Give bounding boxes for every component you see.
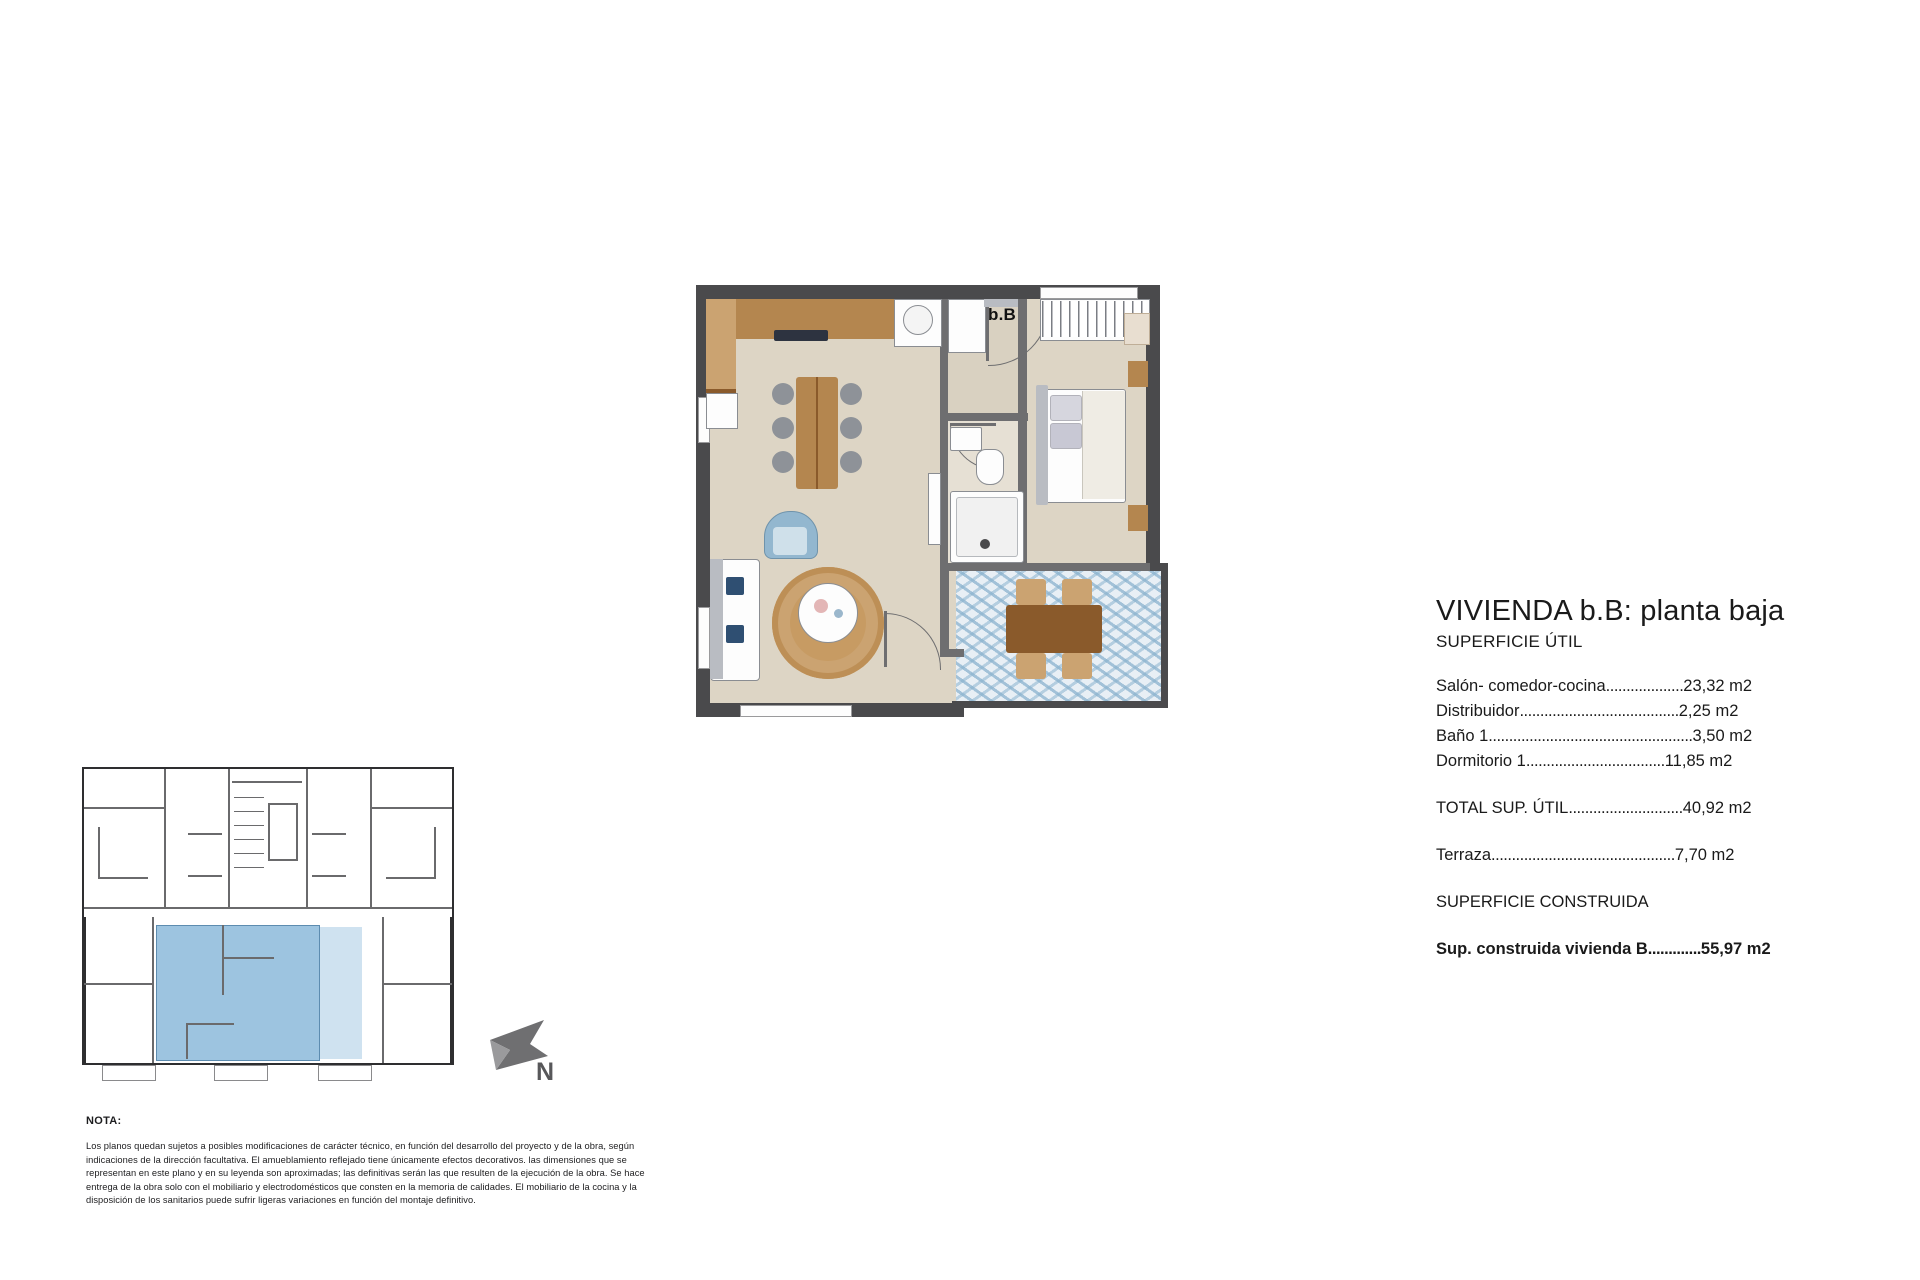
- keyplan-highlight-terrace: [316, 927, 362, 1059]
- keyplan-unit-b-wall-4: [312, 875, 346, 877]
- note-title: NOTA:: [86, 1115, 122, 1127]
- keyplan-left-wing: [84, 917, 86, 1063]
- legend-row-bano: [1436, 724, 1856, 749]
- legend-row-dormitorio: [1436, 749, 1856, 774]
- keyplan-unit-b-wall-3: [188, 875, 222, 877]
- entry-closet: [948, 299, 986, 353]
- legend-row-salon-dots: ...................: [1605, 677, 1684, 695]
- unit-label-bB: b.B: [988, 305, 1016, 324]
- door-leaf-bathroom: [950, 423, 996, 426]
- keyplan-right-wing-wall: [382, 983, 452, 985]
- keyplan-bottom-terrace-1: [102, 1065, 156, 1081]
- dining-chair-1: [772, 383, 794, 405]
- dining-chair-6: [840, 451, 862, 473]
- key-plan: [82, 767, 454, 1089]
- legend-spacer-1: [1436, 774, 1856, 796]
- note-block: [86, 1115, 646, 1208]
- keyplan-highlight-unit: [156, 925, 320, 1061]
- keyplan-wall-v2: [370, 769, 372, 909]
- legend-row-built-value: 55,97 m2: [1700, 940, 1771, 958]
- keyplan-wall-v1: [164, 769, 166, 909]
- terrace-chair-2: [1062, 579, 1092, 605]
- keyplan-highlight-internal-wall-2: [222, 957, 274, 959]
- terrace-table: [1006, 605, 1102, 653]
- bed-pillow-2: [1050, 423, 1082, 449]
- legend-row-distribuidor: [1436, 699, 1856, 724]
- legend-spacer-2: [1436, 821, 1856, 843]
- legend-subtitle: SUPERFICIE ÚTIL: [1436, 632, 1583, 651]
- toilet: [976, 449, 1004, 485]
- dining-chair-3: [772, 451, 794, 473]
- dining-chair-4: [840, 383, 862, 405]
- keyplan-elevator-box: [268, 803, 270, 861]
- window-left-lower: [698, 607, 710, 669]
- keyplan-highlight-internal-wall-1: [222, 925, 224, 995]
- keyplan-unit-c-wall-2: [386, 877, 436, 879]
- sofa-cushion-2: [726, 625, 744, 643]
- keyplan-wall-h1: [84, 807, 164, 809]
- bathtub-drain: [980, 539, 990, 549]
- partition-bath-bottom: [940, 563, 1028, 571]
- legend-title: VIVIENDA b.B: planta baja: [1436, 595, 1785, 627]
- keyplan-elevator-box-b: [268, 859, 298, 861]
- window-top-bedroom: [1040, 287, 1138, 299]
- legend-row-terraza-value: 7,70 m2: [1674, 846, 1735, 864]
- legend-row-total: [1436, 796, 1856, 821]
- legend-row-distribuidor-dots: .......................................: [1519, 702, 1679, 720]
- partition-bedroom-bottom: [1018, 563, 1150, 571]
- washbasin: [950, 427, 982, 451]
- keyplan-stair-step-2: [234, 811, 264, 812]
- partition-bath-top: [940, 413, 1028, 421]
- kitchen-hob: [774, 330, 828, 341]
- coffee-table: [798, 583, 858, 643]
- keyplan-unit-b-wall-2: [312, 833, 346, 835]
- keyplan-right-wing-wall-v: [382, 917, 384, 1063]
- legend-row-bano-value: 3,50 m2: [1692, 727, 1753, 745]
- keyplan-unit-a-wall: [98, 827, 100, 879]
- legend-row-bano-name: Baño 1: [1436, 727, 1489, 745]
- terrace-chair-3: [1016, 653, 1046, 679]
- legend-row-built-dots: .............: [1647, 940, 1701, 958]
- coffee-table-decor: [814, 599, 828, 613]
- terrace-wall-bottom: [952, 701, 1168, 708]
- window-bottom-living: [740, 705, 852, 717]
- legend-row-bano-dots: ..................................................: [1488, 727, 1693, 745]
- terrace-wall-right: [1161, 567, 1168, 707]
- legend-row-total-name: TOTAL SUP. ÚTIL: [1436, 799, 1569, 817]
- kitchen-counter-left: [706, 299, 736, 393]
- legend-row-dormitorio-name: Dormitorio 1: [1436, 752, 1526, 770]
- keyplan-elevator-box-r: [296, 803, 298, 861]
- sofa-cushion-1: [726, 577, 744, 595]
- keyplan-outline-right: [452, 767, 454, 1065]
- keyplan-wall-h3: [84, 907, 452, 909]
- legend-spacer-3: [1436, 868, 1856, 890]
- keyplan-stair-step-1: [234, 797, 264, 798]
- keyplan-stair-step-5: [234, 853, 264, 854]
- legend-row-total-value: 40,92 m2: [1682, 799, 1752, 817]
- dining-chair-5: [840, 417, 862, 439]
- keyplan-bottom-terrace-2: [214, 1065, 268, 1081]
- note-body: Los planos quedan sujetos a posibles modificaciones de carácter técnico, en función del desarrollo del proyecto y de la obra, según indicaciones de la dirección facultativa. El amueblamiento reflejado tiene únicamente efectos decorativos. las dimensiones que se representan en este plano y en su leyenda son aproximadas; las definitivas serán las que resulten de la ejecución de la obra. Se hace entrega de la obra solo con el mobiliario y electrodomésticos que consten en la memoria de calidades. El mobiliario de la cocina y la disposición de los sanitarios puede sufrir ligeras variaciones en función del montaje definitivo.: [86, 1141, 645, 1206]
- legend-row-salon-name: Salón- comedor-cocina: [1436, 677, 1606, 695]
- keyplan-wall-v3: [228, 769, 230, 907]
- keyplan-left-wing-wall: [84, 983, 154, 985]
- partition-living-bottom-right: [940, 649, 964, 657]
- legend-panel: [1436, 595, 1856, 962]
- bed-duvet: [1082, 391, 1125, 499]
- door-leaf-terrace: [884, 611, 887, 667]
- kitchen-sink-bowl: [903, 305, 933, 335]
- compass: [486, 1010, 596, 1100]
- coffee-table-cup: [834, 609, 843, 618]
- armchair-seat: [773, 527, 807, 555]
- keyplan-left-wing-wall-v: [152, 917, 154, 1063]
- bed-pillow-1: [1050, 395, 1082, 421]
- legend-row-total-dots: ............................: [1568, 799, 1683, 817]
- partition-bath-left: [940, 413, 948, 571]
- keyplan-wall-h2: [372, 807, 452, 809]
- partition-living-terrace: [940, 563, 949, 657]
- legend-row-distribuidor-value: 2,25 m2: [1678, 702, 1739, 720]
- legend-row-terraza-dots: .............................................: [1491, 846, 1675, 864]
- legend-row-terraza-name: Terraza: [1436, 846, 1492, 864]
- nightstand-bottom: [1128, 505, 1148, 531]
- kitchen-tall-unit: [706, 393, 738, 429]
- keyplan-stair-step-3: [234, 825, 264, 826]
- bedroom-wall-art: [1124, 313, 1150, 345]
- keyplan-highlight-internal-wall-4: [186, 1023, 234, 1025]
- keyplan-bottom-terrace-3: [318, 1065, 372, 1081]
- legend-row-built: [1436, 937, 1856, 962]
- legend-row-dormitorio-dots: ..................................: [1525, 752, 1665, 770]
- nightstand-top: [1128, 361, 1148, 387]
- bed-headboard: [1036, 385, 1048, 505]
- sofa-back: [710, 559, 723, 679]
- terrace-chair-4: [1062, 653, 1092, 679]
- keyplan-stair-step-4: [234, 839, 264, 840]
- keyplan-unit-c-wall: [434, 827, 436, 879]
- legend-row-dormitorio-value: 11,85 m2: [1664, 752, 1733, 770]
- north-letter: N: [536, 1058, 555, 1086]
- legend-row-built-name: Sup. construida vivienda B: [1436, 940, 1648, 958]
- terrace-chair-1: [1016, 579, 1046, 605]
- keyplan-elevator: [268, 803, 298, 805]
- legend-built-heading: SUPERFICIE CONSTRUIDA: [1436, 893, 1649, 911]
- dining-table-seam: [816, 377, 818, 489]
- keyplan-stair-fill: [234, 783, 300, 893]
- keyplan-unit-a-wall-2: [98, 877, 148, 879]
- legend-row-salon-value: 23,32 m2: [1683, 677, 1753, 695]
- keyplan-outline-top: [82, 767, 454, 769]
- legend-row-salon: [1436, 674, 1856, 699]
- keyplan-stair-step-6: [234, 867, 264, 868]
- legend-spacer-4: [1436, 915, 1856, 937]
- floor-plan: [688, 277, 1268, 797]
- keyplan-unit-b-wall: [188, 833, 222, 835]
- legend-row-terraza: [1436, 843, 1856, 868]
- towel-rail: [928, 473, 941, 545]
- legend-row-distribuidor-name: Distribuidor: [1436, 702, 1520, 720]
- keyplan-wall-v4: [306, 769, 308, 907]
- dining-chair-2: [772, 417, 794, 439]
- keyplan-highlight-internal-wall-3: [186, 1023, 188, 1059]
- keyplan-right-wing: [450, 917, 452, 1063]
